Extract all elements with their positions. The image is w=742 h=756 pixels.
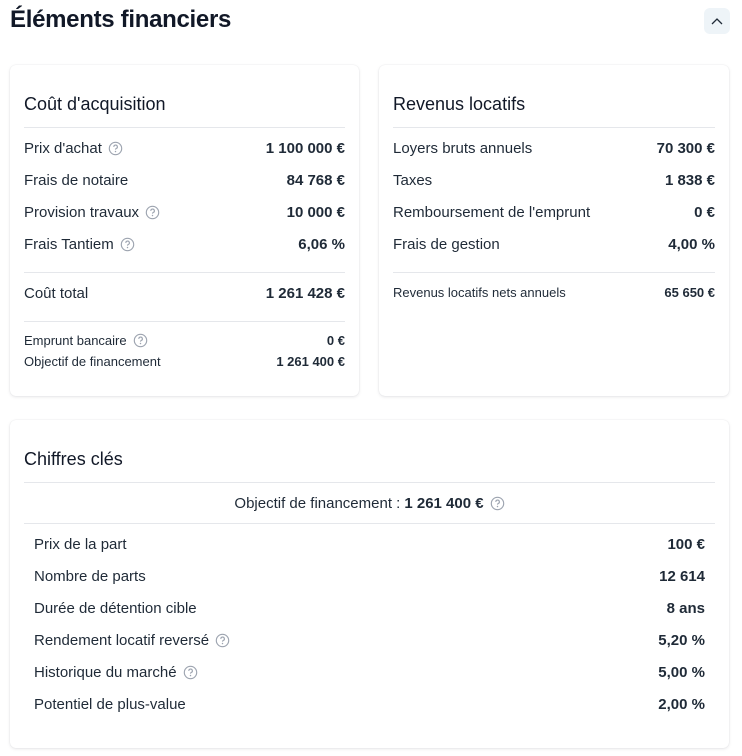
management-fees-value: 4,00 % bbox=[668, 235, 715, 253]
share-price-row bbox=[34, 534, 705, 554]
taxes-label: Taxes bbox=[393, 171, 433, 189]
net-rental-income-value: 65 650 € bbox=[664, 284, 715, 300]
rental-yield-row bbox=[34, 630, 705, 650]
bank-loan-row bbox=[24, 331, 345, 349]
divider bbox=[24, 482, 715, 483]
help-icon[interactable] bbox=[108, 141, 123, 156]
net-rental-income-row bbox=[393, 282, 715, 302]
help-icon[interactable] bbox=[490, 496, 505, 511]
management-fees-row bbox=[393, 234, 715, 254]
loan-repayment-row bbox=[393, 202, 715, 222]
taxes-value: 1 838 € bbox=[664, 171, 715, 189]
share-price-label: Prix de la part bbox=[34, 535, 127, 553]
share-price-value: 100 € bbox=[667, 535, 705, 553]
taxes-row bbox=[393, 170, 715, 190]
notary-fees-value: 84 768 € bbox=[286, 171, 345, 189]
acquisition-cost-title: Coût d'acquisition bbox=[24, 94, 166, 114]
help-icon[interactable] bbox=[183, 665, 198, 680]
financing-objective-value: 1 261 400 € bbox=[276, 353, 345, 369]
divider bbox=[393, 127, 715, 128]
key-figures-card bbox=[10, 420, 729, 748]
market-history-row bbox=[34, 662, 705, 682]
financing-objective-label: Objectif de financement bbox=[24, 353, 161, 369]
help-icon[interactable] bbox=[215, 633, 230, 648]
chevron-up-icon bbox=[711, 17, 723, 25]
key-figures-title: Chiffres clés bbox=[24, 449, 123, 469]
share-count-label: Nombre de parts bbox=[34, 567, 146, 585]
divider bbox=[393, 272, 715, 273]
divider bbox=[24, 272, 345, 273]
rental-income-title: Revenus locatifs bbox=[393, 94, 526, 114]
share-count-row bbox=[34, 566, 705, 586]
rental-yield-label: Rendement locatif reversé bbox=[34, 631, 210, 649]
works-provision-row bbox=[24, 202, 345, 222]
financing-objective-summary-label: Objectif de financement : bbox=[234, 494, 401, 512]
acquisition-cost-card bbox=[10, 65, 359, 396]
management-fees-label: Frais de gestion bbox=[393, 235, 500, 253]
total-cost-value: 1 261 428 € bbox=[265, 284, 345, 302]
rental-yield-value: 5,20 % bbox=[658, 631, 705, 649]
bank-loan-value: 0 € bbox=[326, 332, 345, 348]
divider bbox=[24, 321, 345, 322]
notary-fees-row bbox=[24, 170, 345, 190]
holding-period-label: Durée de détention cible bbox=[34, 599, 197, 617]
loan-repayment-value: 0 € bbox=[694, 203, 715, 221]
total-cost-label: Coût total bbox=[24, 284, 89, 302]
collapse-button[interactable] bbox=[704, 8, 730, 34]
help-icon[interactable] bbox=[145, 205, 160, 220]
net-rental-income-label: Revenus locatifs nets annuels bbox=[393, 284, 566, 300]
total-cost-row bbox=[24, 283, 345, 303]
financing-objective-summary-value: 1 261 400 € bbox=[404, 494, 484, 512]
tantiem-fees-value: 6,06 % bbox=[298, 235, 345, 253]
market-history-label: Historique du marché bbox=[34, 663, 177, 681]
section-header bbox=[10, 4, 732, 38]
gross-rent-label: Loyers bruts annuels bbox=[393, 139, 533, 157]
purchase-price-row bbox=[24, 138, 345, 158]
divider bbox=[24, 127, 345, 128]
capital-gain-label: Potentiel de plus-value bbox=[34, 695, 186, 713]
works-provision-value: 10 000 € bbox=[286, 203, 345, 221]
capital-gain-value: 2,00 % bbox=[658, 695, 705, 713]
holding-period-value: 8 ans bbox=[666, 599, 705, 617]
purchase-price-label: Prix d'achat bbox=[24, 139, 102, 157]
notary-fees-label: Frais de notaire bbox=[24, 171, 129, 189]
holding-period-row bbox=[34, 598, 705, 618]
bank-loan-label: Emprunt bancaire bbox=[24, 332, 127, 348]
tantiem-fees-label: Frais Tantiem bbox=[24, 235, 114, 253]
financing-objective-summary bbox=[24, 492, 715, 514]
loan-repayment-label: Remboursement de l'emprunt bbox=[393, 203, 591, 221]
help-icon[interactable] bbox=[133, 333, 148, 348]
capital-gain-row bbox=[34, 694, 705, 714]
page-title: Éléments financiers bbox=[10, 6, 232, 33]
works-provision-label: Provision travaux bbox=[24, 203, 140, 221]
financing-objective-row bbox=[24, 352, 345, 370]
purchase-price-value: 1 100 000 € bbox=[265, 139, 345, 157]
divider bbox=[24, 523, 715, 524]
gross-rent-value: 70 300 € bbox=[656, 139, 715, 157]
market-history-value: 5,00 % bbox=[658, 663, 705, 681]
help-icon[interactable] bbox=[120, 237, 135, 252]
tantiem-fees-row bbox=[24, 234, 345, 254]
rental-income-card bbox=[379, 65, 729, 396]
share-count-value: 12 614 bbox=[659, 567, 705, 585]
gross-rent-row bbox=[393, 138, 715, 158]
